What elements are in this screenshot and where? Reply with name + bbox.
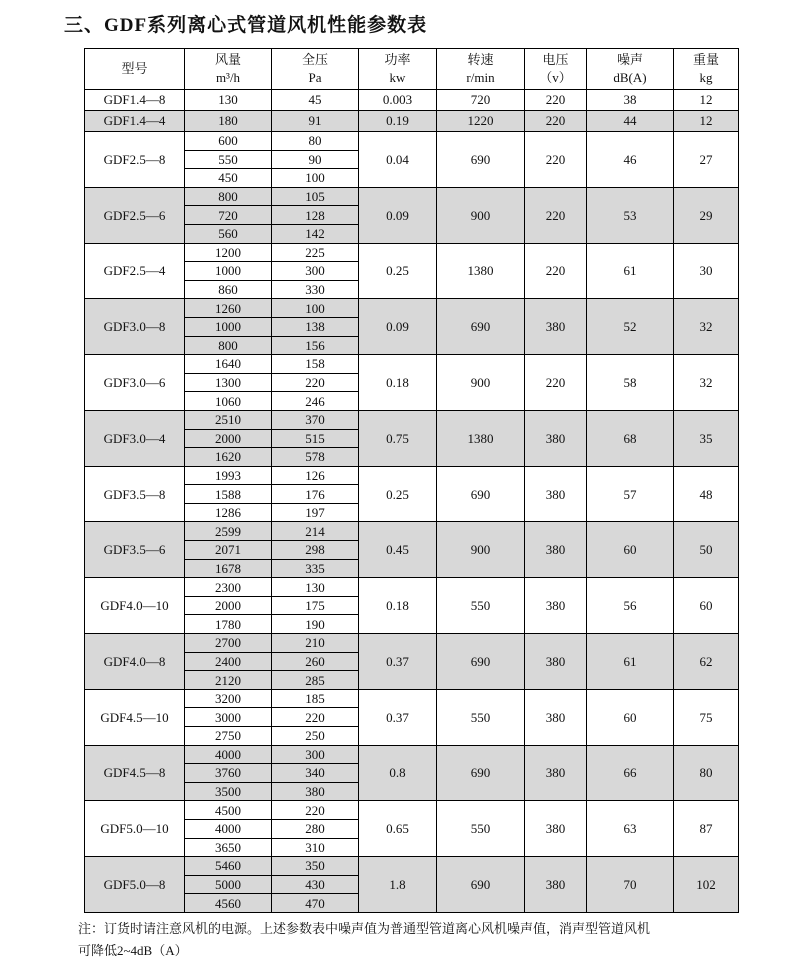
header-pressure-label: 全压 [301,52,328,67]
pressure-cell: 128 [272,206,359,225]
header-weight [674,49,739,90]
noise-cell: 53 [587,187,674,243]
speed-cell: 550 [437,689,525,745]
power-cell: 0.65 [359,801,437,857]
pressure-cell: 280 [272,819,359,838]
pressure-cell: 370 [272,410,359,429]
airflow-cell: 1060 [185,392,272,411]
airflow-cell: 3500 [185,782,272,801]
airflow-cell: 1678 [185,559,272,578]
weight-cell: 102 [674,857,739,913]
header-model-label: 型号 [121,61,148,76]
airflow-cell: 1993 [185,466,272,485]
speed-cell: 690 [437,466,525,522]
model-cell: GDF4.5—8 [85,745,185,801]
table-row [85,355,739,374]
noise-cell: 61 [587,634,674,690]
voltage-cell: 220 [525,355,587,411]
model-cell: GDF3.5—6 [85,522,185,578]
table-row [85,243,739,262]
header-weight-unit: kg [699,70,713,85]
weight-cell: 60 [674,578,739,634]
model-cell: GDF3.0—6 [85,355,185,411]
airflow-cell: 4000 [185,745,272,764]
voltage-cell: 380 [525,578,587,634]
pressure-cell: 298 [272,541,359,560]
speed-cell: 1380 [437,410,525,466]
power-cell: 0.18 [359,355,437,411]
model-cell: GDF1.4—8 [85,90,185,111]
header-airflow-label: 风量 [214,52,241,67]
weight-cell: 50 [674,522,739,578]
noise-cell: 44 [587,111,674,132]
voltage-cell: 380 [525,745,587,801]
weight-cell: 32 [674,355,739,411]
pressure-cell: 220 [272,801,359,820]
airflow-cell: 450 [185,169,272,188]
noise-cell: 60 [587,522,674,578]
header-power [359,49,437,90]
airflow-cell: 1260 [185,299,272,318]
voltage-cell: 380 [525,410,587,466]
model-cell: GDF5.0—10 [85,801,185,857]
pressure-cell: 214 [272,522,359,541]
speed-cell: 1380 [437,243,525,299]
pressure-cell: 330 [272,280,359,299]
airflow-cell: 1780 [185,615,272,634]
weight-cell: 12 [674,90,739,111]
model-cell: GDF1.4—4 [85,111,185,132]
pressure-cell: 310 [272,838,359,857]
power-cell: 0.003 [359,90,437,111]
airflow-cell: 1300 [185,373,272,392]
model-cell: GDF4.0—10 [85,578,185,634]
table-row [85,578,739,597]
pressure-cell: 176 [272,485,359,504]
header-noise-label: 噪声 [616,52,643,67]
table-row [85,90,739,111]
power-cell: 0.04 [359,132,437,188]
model-cell: GDF2.5—8 [85,132,185,188]
voltage-cell: 380 [525,801,587,857]
pressure-cell: 246 [272,392,359,411]
noise-cell: 52 [587,299,674,355]
table-row [85,745,739,764]
power-cell: 0.75 [359,410,437,466]
speed-cell: 900 [437,355,525,411]
voltage-cell: 380 [525,634,587,690]
header-noise [587,49,674,90]
speed-cell: 720 [437,90,525,111]
speed-cell: 690 [437,634,525,690]
airflow-cell: 4500 [185,801,272,820]
airflow-cell: 130 [185,90,272,111]
header-weight-label: 重量 [692,52,719,67]
table-row [85,187,739,206]
speed-cell: 550 [437,801,525,857]
airflow-cell: 3200 [185,689,272,708]
table-row [85,634,739,653]
table-row [85,466,739,485]
header-voltage-unit: （v） [539,70,572,85]
pressure-cell: 260 [272,652,359,671]
airflow-cell: 2750 [185,727,272,746]
speed-cell: 900 [437,187,525,243]
airflow-cell: 2599 [185,522,272,541]
airflow-cell: 600 [185,132,272,151]
weight-cell: 75 [674,689,739,745]
pressure-cell: 220 [272,373,359,392]
table-row [85,410,739,429]
airflow-cell: 2300 [185,578,272,597]
noise-cell: 60 [587,689,674,745]
voltage-cell: 380 [525,857,587,913]
airflow-cell: 2000 [185,596,272,615]
airflow-cell: 800 [185,187,272,206]
header-airflow-unit: m³/h [215,70,241,85]
speed-cell: 690 [437,132,525,188]
noise-cell: 68 [587,410,674,466]
voltage-cell: 220 [525,187,587,243]
fan-performance-table [84,48,739,913]
weight-cell: 30 [674,243,739,299]
voltage-cell: 380 [525,522,587,578]
weight-cell: 80 [674,745,739,801]
pressure-cell: 90 [272,150,359,169]
pressure-cell: 91 [272,111,359,132]
airflow-cell: 2700 [185,634,272,653]
speed-cell: 550 [437,578,525,634]
airflow-cell: 860 [185,280,272,299]
pressure-cell: 156 [272,336,359,355]
airflow-cell: 3760 [185,764,272,783]
speed-cell: 690 [437,857,525,913]
table-row [85,522,739,541]
pressure-cell: 335 [272,559,359,578]
pressure-cell: 470 [272,894,359,913]
weight-cell: 29 [674,187,739,243]
header-speed [437,49,525,90]
model-cell: GDF3.0—8 [85,299,185,355]
power-cell: 0.18 [359,578,437,634]
header-power-label: 功率 [384,52,411,67]
pressure-cell: 515 [272,429,359,448]
weight-cell: 87 [674,801,739,857]
power-cell: 0.25 [359,243,437,299]
airflow-cell: 3000 [185,708,272,727]
model-cell: GDF2.5—4 [85,243,185,299]
airflow-cell: 2071 [185,541,272,560]
airflow-cell: 550 [185,150,272,169]
model-cell: GDF5.0—8 [85,857,185,913]
power-cell: 0.25 [359,466,437,522]
header-voltage [525,49,587,90]
airflow-cell: 5460 [185,857,272,876]
model-cell: GDF4.5—10 [85,689,185,745]
weight-cell: 32 [674,299,739,355]
pressure-cell: 300 [272,262,359,281]
footnote-line-2: 可降低2~4dB（A） [78,943,188,958]
airflow-cell: 1000 [185,317,272,336]
pressure-cell: 190 [272,615,359,634]
pressure-cell: 45 [272,90,359,111]
speed-cell: 1220 [437,111,525,132]
pressure-cell: 100 [272,299,359,318]
airflow-cell: 720 [185,206,272,225]
header-power-unit: kw [389,70,406,85]
power-cell: 0.8 [359,745,437,801]
airflow-cell: 2510 [185,410,272,429]
model-cell: GDF3.0—4 [85,410,185,466]
voltage-cell: 380 [525,299,587,355]
pressure-cell: 300 [272,745,359,764]
header-pressure [272,49,359,90]
table-row [85,111,739,132]
pressure-cell: 225 [272,243,359,262]
voltage-cell: 220 [525,90,587,111]
airflow-cell: 560 [185,224,272,243]
model-cell: GDF2.5—6 [85,187,185,243]
speed-cell: 690 [437,299,525,355]
noise-cell: 70 [587,857,674,913]
pressure-cell: 340 [272,764,359,783]
header-speed-unit: r/min [466,70,495,85]
airflow-cell: 2120 [185,671,272,690]
table-row [85,801,739,820]
pressure-cell: 138 [272,317,359,336]
airflow-cell: 1000 [185,262,272,281]
pressure-cell: 210 [272,634,359,653]
airflow-cell: 2400 [185,652,272,671]
header-airflow [185,49,272,90]
noise-cell: 61 [587,243,674,299]
table-row [85,299,739,318]
airflow-cell: 2000 [185,429,272,448]
pressure-cell: 105 [272,187,359,206]
header-row [85,49,739,90]
speed-cell: 690 [437,745,525,801]
power-cell: 0.19 [359,111,437,132]
pressure-cell: 250 [272,727,359,746]
airflow-cell: 1286 [185,503,272,522]
model-cell: GDF3.5—8 [85,466,185,522]
power-cell: 0.37 [359,689,437,745]
airflow-cell: 1620 [185,448,272,467]
pressure-cell: 380 [272,782,359,801]
footnote-line-1: 注：订货时请注意风机的电源。上述参数表中噪声值为普通型管道离心风机噪声值，消声型管道风机 [78,921,651,936]
airflow-cell: 800 [185,336,272,355]
pressure-cell: 142 [272,224,359,243]
table-body [85,90,739,913]
weight-cell: 48 [674,466,739,522]
pressure-cell: 158 [272,355,359,374]
speed-cell: 900 [437,522,525,578]
airflow-cell: 4000 [185,819,272,838]
pressure-cell: 80 [272,132,359,151]
voltage-cell: 220 [525,243,587,299]
model-cell: GDF4.0—8 [85,634,185,690]
noise-cell: 57 [587,466,674,522]
voltage-cell: 380 [525,466,587,522]
airflow-cell: 1640 [185,355,272,374]
airflow-cell: 1588 [185,485,272,504]
footnote [78,918,748,962]
header-speed-label: 转速 [467,52,494,67]
power-cell: 1.8 [359,857,437,913]
page-title: 三、GDF系列离心式管道风机性能参数表 [64,15,428,36]
table-row [85,857,739,876]
pressure-cell: 197 [272,503,359,522]
voltage-cell: 220 [525,132,587,188]
pressure-cell: 350 [272,857,359,876]
power-cell: 0.45 [359,522,437,578]
pressure-cell: 126 [272,466,359,485]
pressure-cell: 285 [272,671,359,690]
pressure-cell: 578 [272,448,359,467]
pressure-cell: 430 [272,875,359,894]
power-cell: 0.09 [359,187,437,243]
header-pressure-unit: Pa [308,70,322,85]
noise-cell: 66 [587,745,674,801]
table-row [85,132,739,151]
header-voltage-label: 电压 [542,52,569,67]
noise-cell: 58 [587,355,674,411]
weight-cell: 12 [674,111,739,132]
noise-cell: 56 [587,578,674,634]
airflow-cell: 3650 [185,838,272,857]
power-cell: 0.09 [359,299,437,355]
header-model [85,49,185,90]
pressure-cell: 175 [272,596,359,615]
pressure-cell: 130 [272,578,359,597]
voltage-cell: 380 [525,689,587,745]
airflow-cell: 1200 [185,243,272,262]
power-cell: 0.37 [359,634,437,690]
weight-cell: 35 [674,410,739,466]
pressure-cell: 100 [272,169,359,188]
airflow-cell: 5000 [185,875,272,894]
noise-cell: 38 [587,90,674,111]
header-noise-unit: dB(A) [613,70,647,85]
weight-cell: 62 [674,634,739,690]
noise-cell: 63 [587,801,674,857]
weight-cell: 27 [674,132,739,188]
pressure-cell: 185 [272,689,359,708]
pressure-cell: 220 [272,708,359,727]
airflow-cell: 180 [185,111,272,132]
voltage-cell: 220 [525,111,587,132]
airflow-cell: 4560 [185,894,272,913]
noise-cell: 46 [587,132,674,188]
table-row [85,689,739,708]
